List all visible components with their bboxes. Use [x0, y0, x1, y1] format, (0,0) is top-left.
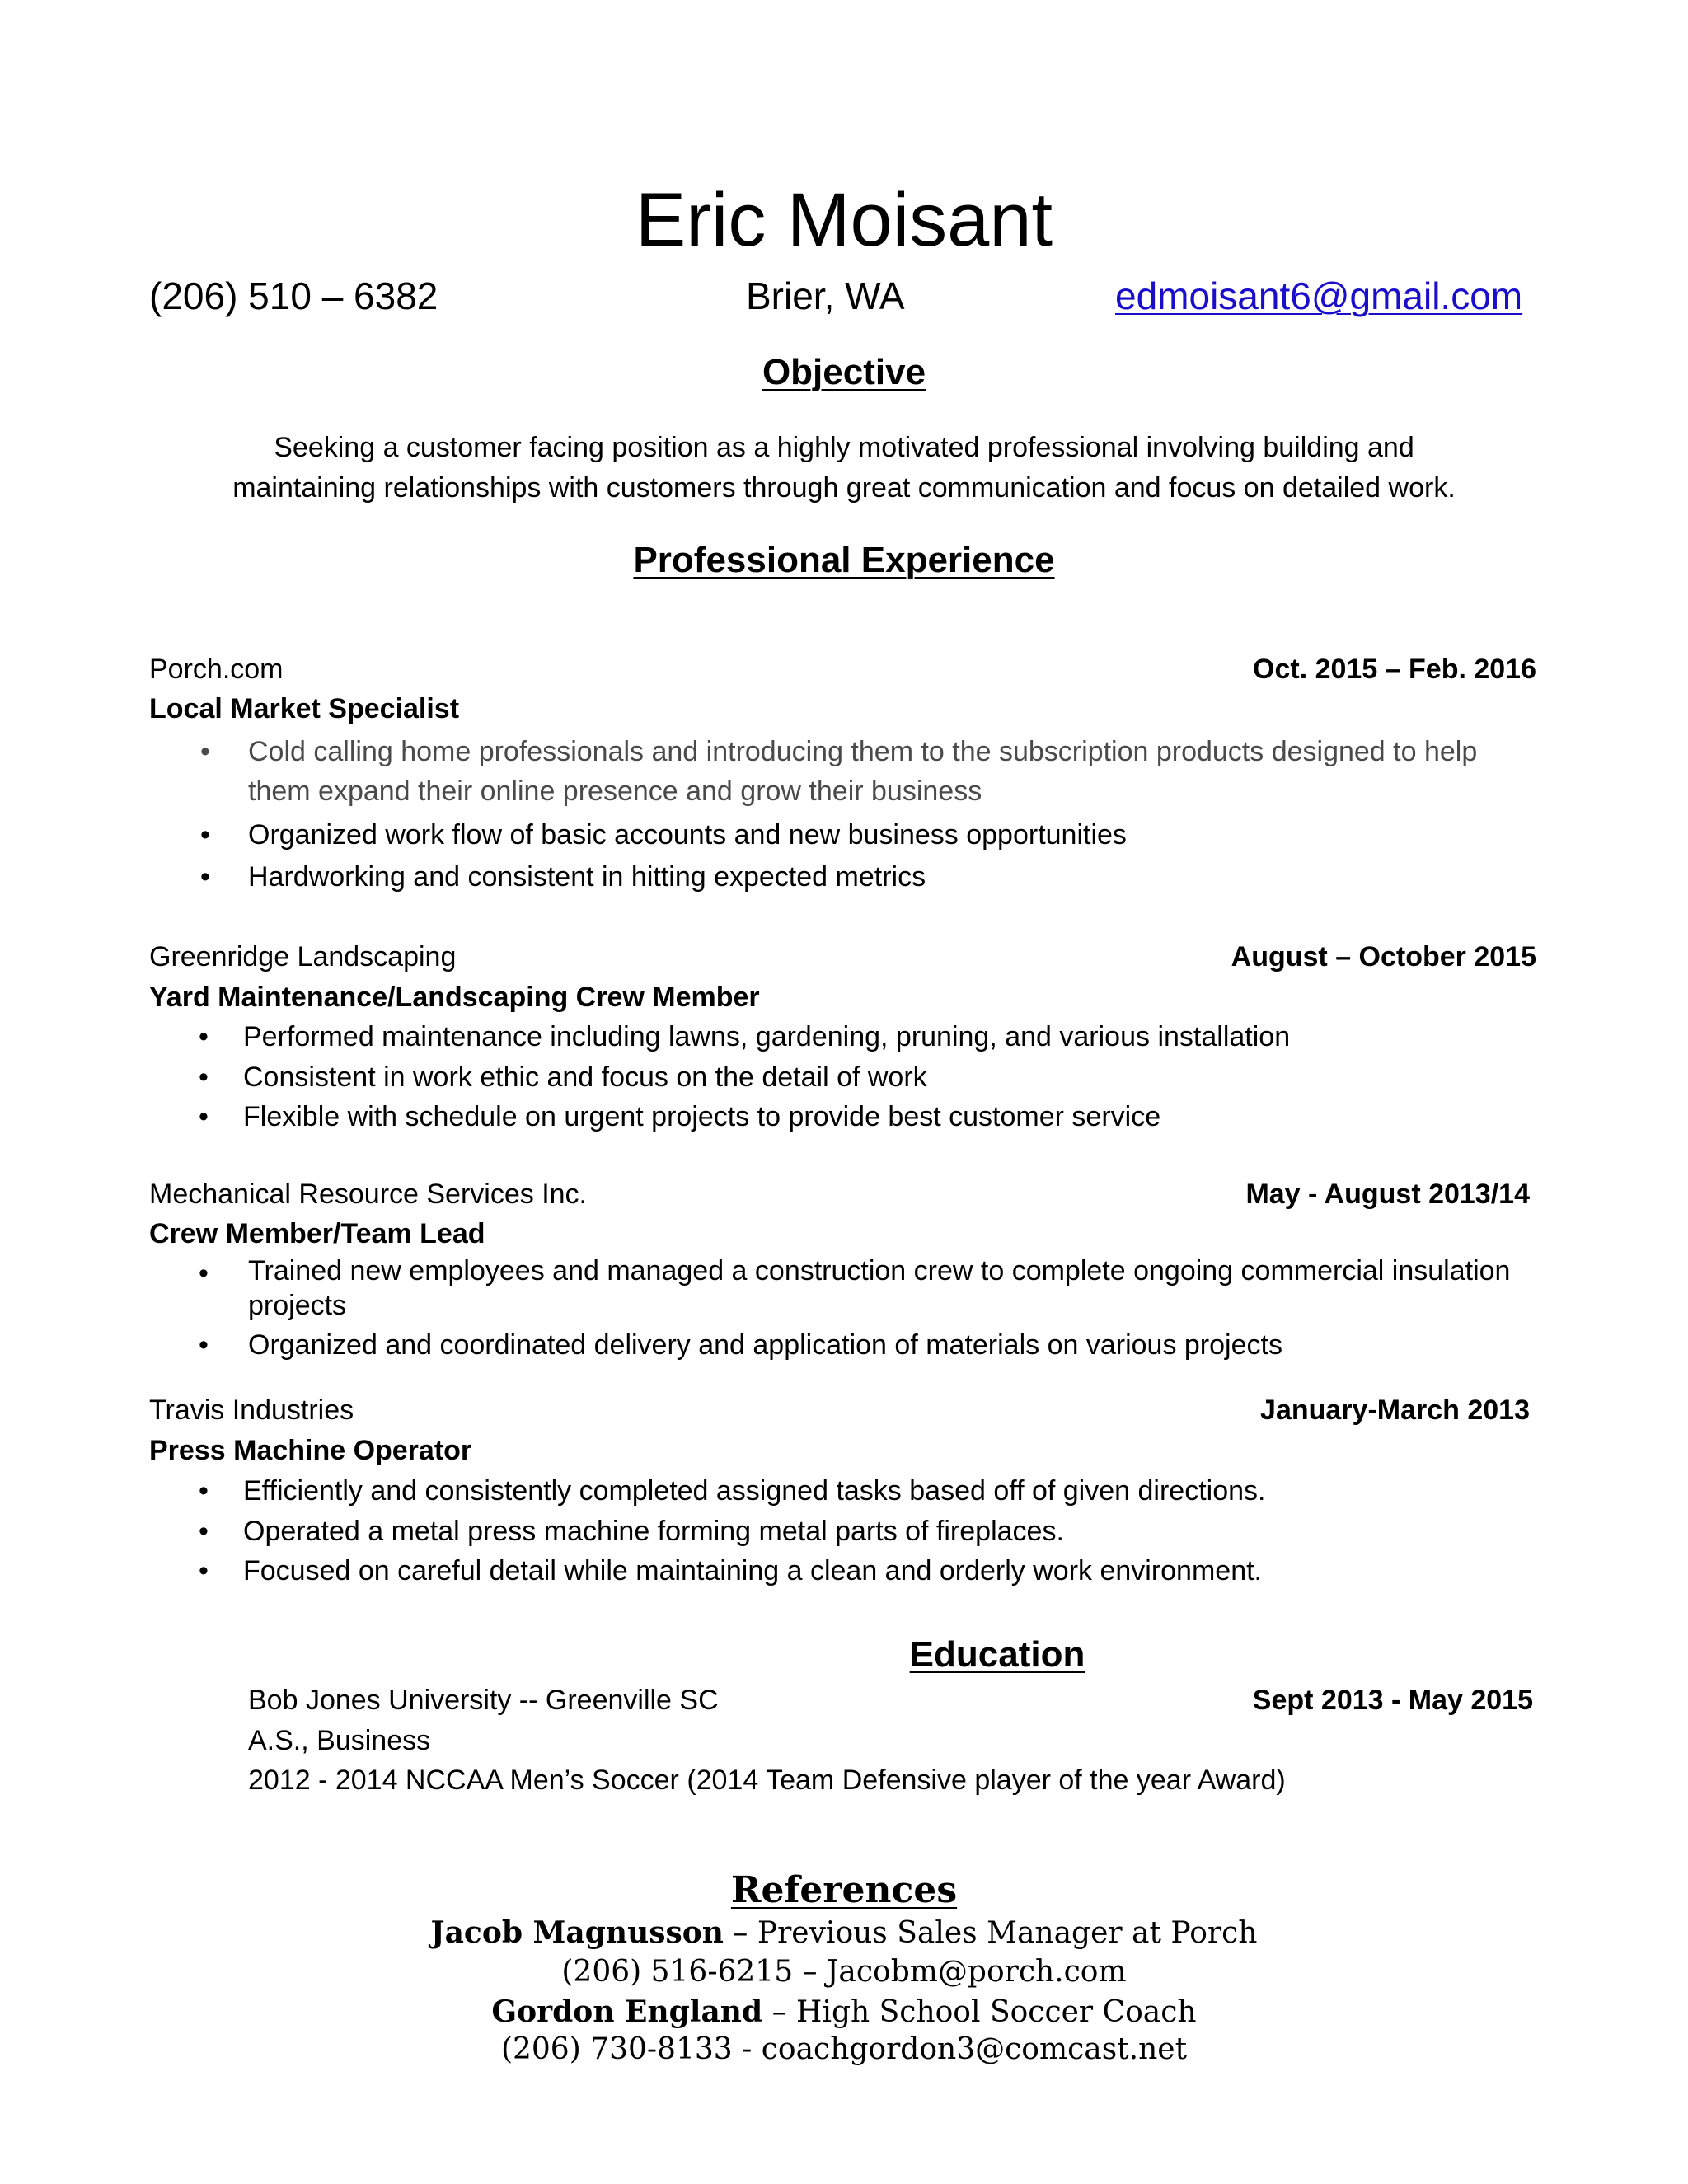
education-heading: Education — [909, 1634, 1085, 1675]
bullet-icon: • — [199, 1101, 209, 1132]
bullet-icon: • — [199, 1516, 209, 1547]
reference-2 — [0, 1993, 1688, 2032]
job-dates: Oct. 2015 – Feb. 2016 — [1253, 654, 1536, 685]
list-item: Flexible with schedule on urgent projects to provide best customer service — [243, 1101, 1161, 1132]
objective-line-2: maintaining relationships with customers through great communication and focus on detailed work. — [232, 472, 1456, 504]
job-role: Crew Member/Team Lead — [149, 1218, 485, 1249]
list-item: Hardworking and consistent in hitting expected metrics — [248, 861, 926, 893]
education-school: Bob Jones University -- Greenville SC — [248, 1685, 719, 1716]
reference-1-contact: (206) 516-6215 – Jacobm@porch.com — [561, 1955, 1127, 1989]
job-company: Travis Industries — [149, 1394, 354, 1426]
list-item: Performed maintenance including lawns, gardening, pruning, and various installation — [243, 1021, 1291, 1052]
reference-title: – High School Soccer Coach — [762, 1995, 1197, 2029]
job-role: Yard Maintenance/Landscaping Crew Member — [149, 982, 760, 1013]
education-dates: Sept 2013 - May 2015 — [1252, 1685, 1533, 1716]
job-company: Porch.com — [149, 654, 284, 685]
bullet-icon: • — [199, 1258, 209, 1289]
experience-heading: Professional Experience — [633, 540, 1055, 580]
job-role: Local Market Specialist — [149, 693, 460, 724]
objective-heading: Objective — [762, 352, 926, 392]
bullet-icon: • — [200, 861, 210, 893]
job-role: Press Machine Operator — [149, 1435, 472, 1466]
list-item: Focused on careful detail while maintaining a clean and orderly work environment. — [243, 1555, 1263, 1586]
reference-2-contact: (206) 730-8133 - coachgordon3@comcast.net — [500, 2032, 1188, 2066]
job-dates: January-March 2013 — [1260, 1394, 1530, 1426]
list-item: Operated a metal press machine forming metal parts of fireplaces. — [243, 1516, 1064, 1547]
references-heading: References — [730, 1869, 958, 1911]
bullet-icon: • — [200, 819, 210, 851]
resume-name: Eric Moisant — [635, 178, 1053, 262]
bullet-icon: • — [199, 1062, 209, 1093]
reference-1 — [0, 1914, 1688, 1952]
list-item: Consistent in work ethic and focus on the detail of work — [243, 1062, 927, 1093]
email-link[interactable]: edmoisant6@gmail.com — [1115, 274, 1523, 317]
bullet-icon: • — [199, 1021, 209, 1052]
reference-title: – Previous Sales Manager at Porch — [723, 1916, 1258, 1950]
job-dates: May - August 2013/14 — [1245, 1179, 1530, 1210]
list-item: Trained new employees and managed a construction crew to complete ongoing commercial insulation projects — [248, 1255, 1511, 1321]
education-degree: A.S., Business — [248, 1725, 431, 1756]
bullet-icon: • — [199, 1329, 209, 1361]
job-company: Mechanical Resource Services Inc. — [149, 1179, 588, 1210]
reference-name: Jacob Magnusson — [430, 1915, 724, 1950]
education-activity: 2012 - 2014 NCCAA Men’s Soccer (2014 Team Defensive player of the year Award) — [248, 1765, 1286, 1796]
job-company: Greenridge Landscaping — [149, 941, 457, 972]
list-item: Efficiently and consistently completed assigned tasks based off of given directions. — [243, 1475, 1266, 1507]
bullet-icon: • — [199, 1555, 209, 1586]
bullet-icon: • — [200, 736, 210, 767]
reference-name: Gordon England — [491, 1994, 763, 2029]
job-dates: August – October 2015 — [1231, 941, 1536, 972]
objective-line-1: Seeking a customer facing position as a highly motivated professional involving building and — [274, 432, 1414, 463]
list-item: Cold calling home professionals and introducing them to the subscription products designed to help them expand their online presence and grow their business — [248, 736, 1478, 807]
location: Brier, WA — [746, 274, 905, 317]
phone-number: (206) 510 – 6382 — [149, 274, 438, 317]
list-item: Organized work flow of basic accounts and new business opportunities — [248, 819, 1127, 851]
bullet-icon: • — [199, 1475, 209, 1507]
list-item: Organized and coordinated delivery and application of materials on various projects — [248, 1329, 1282, 1361]
